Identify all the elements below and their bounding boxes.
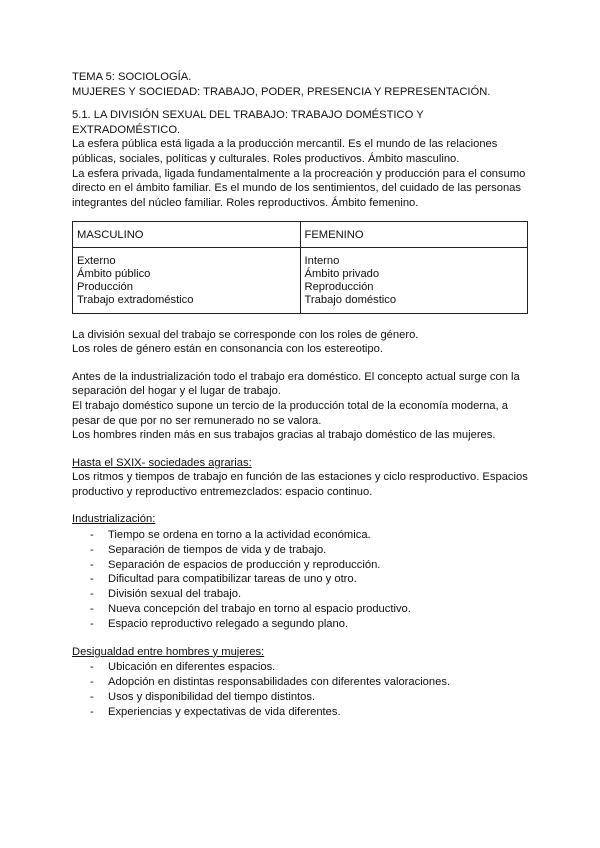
list-item: - Dificultad para compatibilizar tareas de uno y otro.	[72, 572, 532, 587]
document-page	[72, 70, 532, 719]
industrial-list	[72, 528, 532, 632]
list-item: - Separación de tiempos de vida y de trabajo.	[72, 543, 532, 558]
inequality-list	[72, 660, 532, 719]
gender-roles-table	[72, 221, 528, 313]
inequality-heading: Desigualdad entre hombres y mujeres:	[72, 645, 265, 658]
domestic-paragraph-1: Antes de la industrialización todo el trabajo era doméstico. El concepto actual surge con la separación del hogar y el lugar de trabajo.	[72, 370, 520, 398]
femenino-item: Trabajo doméstico	[304, 293, 397, 306]
header-masculino: MASCULINO	[73, 222, 301, 248]
masculino-item: Externo	[77, 255, 116, 268]
list-item: - Separación de espacios de producción y reproducción.	[72, 558, 532, 573]
section-heading-line1: 5.1. LA DIVISIÓN SEXUAL DEL TRABAJO: TRABAJO DOMÉSTICO Y	[72, 109, 424, 122]
list-item: - Adopción en distintas responsabilidades con diferentes valoraciones.	[72, 675, 532, 690]
masculino-item: Ámbito público	[77, 268, 151, 281]
femenino-cell	[300, 248, 528, 313]
gender-roles-line2: Los roles de género están en consonancia con los estereotipo.	[72, 343, 383, 356]
domestic-paragraph-3: Los hombres rinden más en sus trabajos gracias al trabajo doméstico de las mujeres.	[72, 429, 496, 442]
femenino-item: Interno	[304, 255, 340, 268]
masculino-item: Trabajo extradoméstico	[77, 293, 194, 306]
list-item: - Experiencias y expectativas de vida diferentes.	[72, 705, 532, 720]
topic-subtitle: MUJERES Y SOCIEDAD: TRABAJO, PODER, PRESENCIA Y REPRESENTACIÓN.	[72, 85, 491, 98]
domestic-paragraph-2: El trabajo doméstico supone un tercio de la producción total de la economía moderna, a pesar de que por no ser remunerado no se valora.	[72, 399, 508, 427]
table-row	[73, 248, 528, 313]
gender-roles-line1: La división sexual del trabajo se corresponde con los roles de género.	[72, 328, 419, 341]
list-item: - División sexual del trabajo.	[72, 587, 532, 602]
list-item: - Ubicación en diferentes espacios.	[72, 660, 532, 675]
header-femenino: FEMENINO	[300, 222, 528, 248]
private-sphere-paragraph: La esfera privada, ligada fundamentalmente a la procreación y producción para el consumo directo en el ámbito familiar. Es el mundo de los sentimientos, del cuidado de las personas integrantes del núcleo familiar. Roles reproductivos. Ámbito femenino.	[72, 167, 526, 209]
list-item: - Espacio reproductivo relegado a segundo plano.	[72, 617, 532, 632]
table-header-row	[73, 222, 528, 248]
list-item: - Nueva concepción del trabajo en torno al espacio productivo.	[72, 602, 532, 617]
topic-title: TEMA 5: SOCIOLOGÍA.	[72, 71, 192, 83]
list-item: - Usos y disponibilidad del tiempo distintos.	[72, 690, 532, 705]
masculino-cell	[73, 248, 301, 313]
agrarian-paragraph: Los ritmos y tiempos de trabajo en función de las estaciones y ciclo resproductivo. Espacios productivo y reproductivo entremezclados: espacio continuo.	[72, 471, 528, 498]
femenino-item: Ámbito privado	[304, 268, 380, 281]
industrial-heading: Industrialización:	[72, 513, 156, 526]
agrarian-heading: Hasta el SXIX- sociedades agrarias:	[72, 456, 252, 469]
list-item: - Tiempo se ordena en torno a la actividad económica.	[72, 528, 532, 543]
section-heading-line2: EXTRADOMÉSTICO.	[72, 123, 181, 136]
masculino-item: Producción	[77, 280, 133, 293]
public-sphere-paragraph: La esfera pública está ligada a la producción mercantil. Es el mundo de las relaciones públicas, sociales, políticas y culturales. Roles productivos. Ámbito masculino.	[72, 138, 498, 165]
femenino-item: Reproducción	[304, 280, 374, 293]
